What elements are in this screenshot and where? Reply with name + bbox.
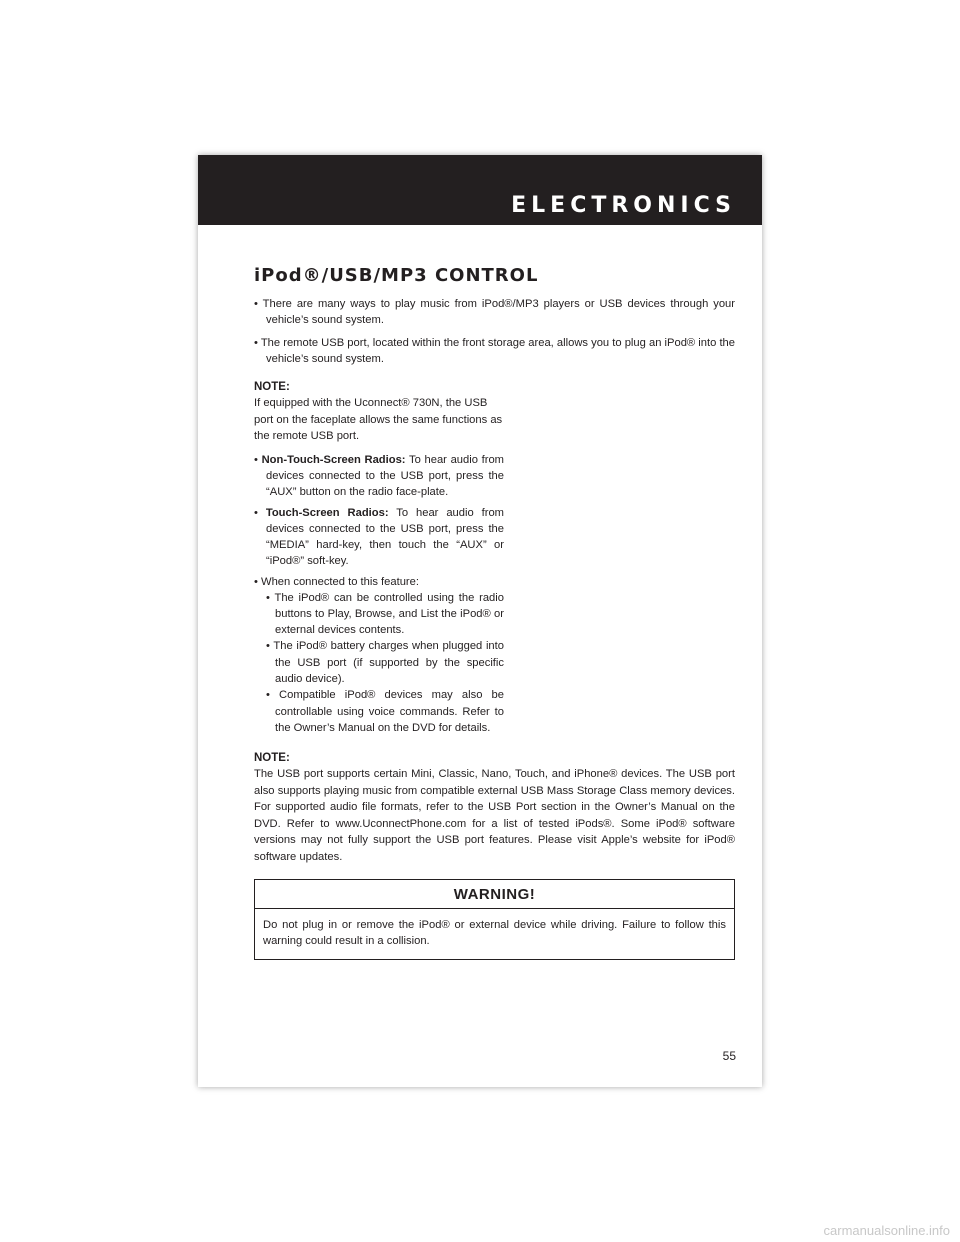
radio-item-touch: • Touch-Screen Radios: To hear audio from devices connected to the USB port, press the “MEDIA” hard-key, then touch the “AUX” or “iPod®” soft-key. (254, 506, 504, 567)
connected-intro: • When connected to this feature: (254, 575, 419, 588)
note-text: The USB port supports certain Mini, Classic, Nano, Touch, and iPhone® devices. The USB port also supports playing music from compatible external USB Mass Storage Class memory devices. For supported audio file formats, refer to the USB Port section in the Owner’s Manual on the DVD. Refer to www.UconnectPhone.com for a list of tested iPods®. Some iPod® software versions may not fully support the USB port features. Please visit Apple’s website for iPod® software updates. (254, 768, 735, 863)
section-title: ELECTRONICS (511, 193, 736, 218)
page-number: 55 (722, 1049, 736, 1063)
connected-item: • The iPod® can be controlled using the radio buttons to Play, Browse, and List the iPod® or external devices contents. (266, 591, 504, 637)
warning-title: WARNING! (255, 880, 734, 909)
connected-list (254, 590, 504, 737)
radio-item-text: To hear audio from devices connected to the USB port, press the “MEDIA” hard-key, then touch the “AUX” or “iPod®” soft-key. (266, 506, 504, 567)
note-text: If equipped with the Uconnect® 730N, the USB port on the faceplate allows the same functions as the remote USB port. (254, 397, 503, 442)
narrow-column (254, 379, 504, 736)
intro-bullet: • The remote USB port, located within the front storage area, allows you to plug an iPod® into the vehicle’s sound system. (254, 337, 735, 365)
site-watermark: carmanualsonline.info (823, 1223, 950, 1238)
note-label: NOTE: (254, 381, 290, 393)
radio-item-text: To hear audio from devices connected to the USB port, press the “AUX” button on the radio face-plate. (266, 453, 505, 498)
header-band (198, 155, 762, 225)
intro-bullet: • There are many ways to play music from iPod®/MP3 players or USB devices through your vehicle’s sound system. (254, 298, 735, 326)
connected-item: • Compatible iPod® devices may also be controllable using voice commands. Refer to the Owner’s Manual on the DVD for details. (266, 689, 504, 734)
page-heading: iPod®/USB/MP3 CONTROL (254, 265, 539, 286)
radio-item-non-touch: • Non-Touch-Screen Radios: To hear audio from devices connected to the USB port, press the “AUX” button on the radio face-plate. (254, 453, 505, 498)
page-content (254, 265, 735, 960)
warning-text: Do not plug in or remove the iPod® or external device while driving. Failure to follow this warning could result in a collision. (263, 919, 726, 948)
radio-item-lead: Touch-Screen Radios: (265, 506, 389, 519)
warning-box (254, 879, 735, 960)
connected-item: • The iPod® battery charges when plugged into the USB port (if supported by the specific audio device). (266, 640, 504, 685)
radio-item-lead: Non-Touch-Screen Radios: (261, 453, 406, 466)
manual-page (198, 155, 762, 1087)
note-label: NOTE: (254, 752, 290, 765)
